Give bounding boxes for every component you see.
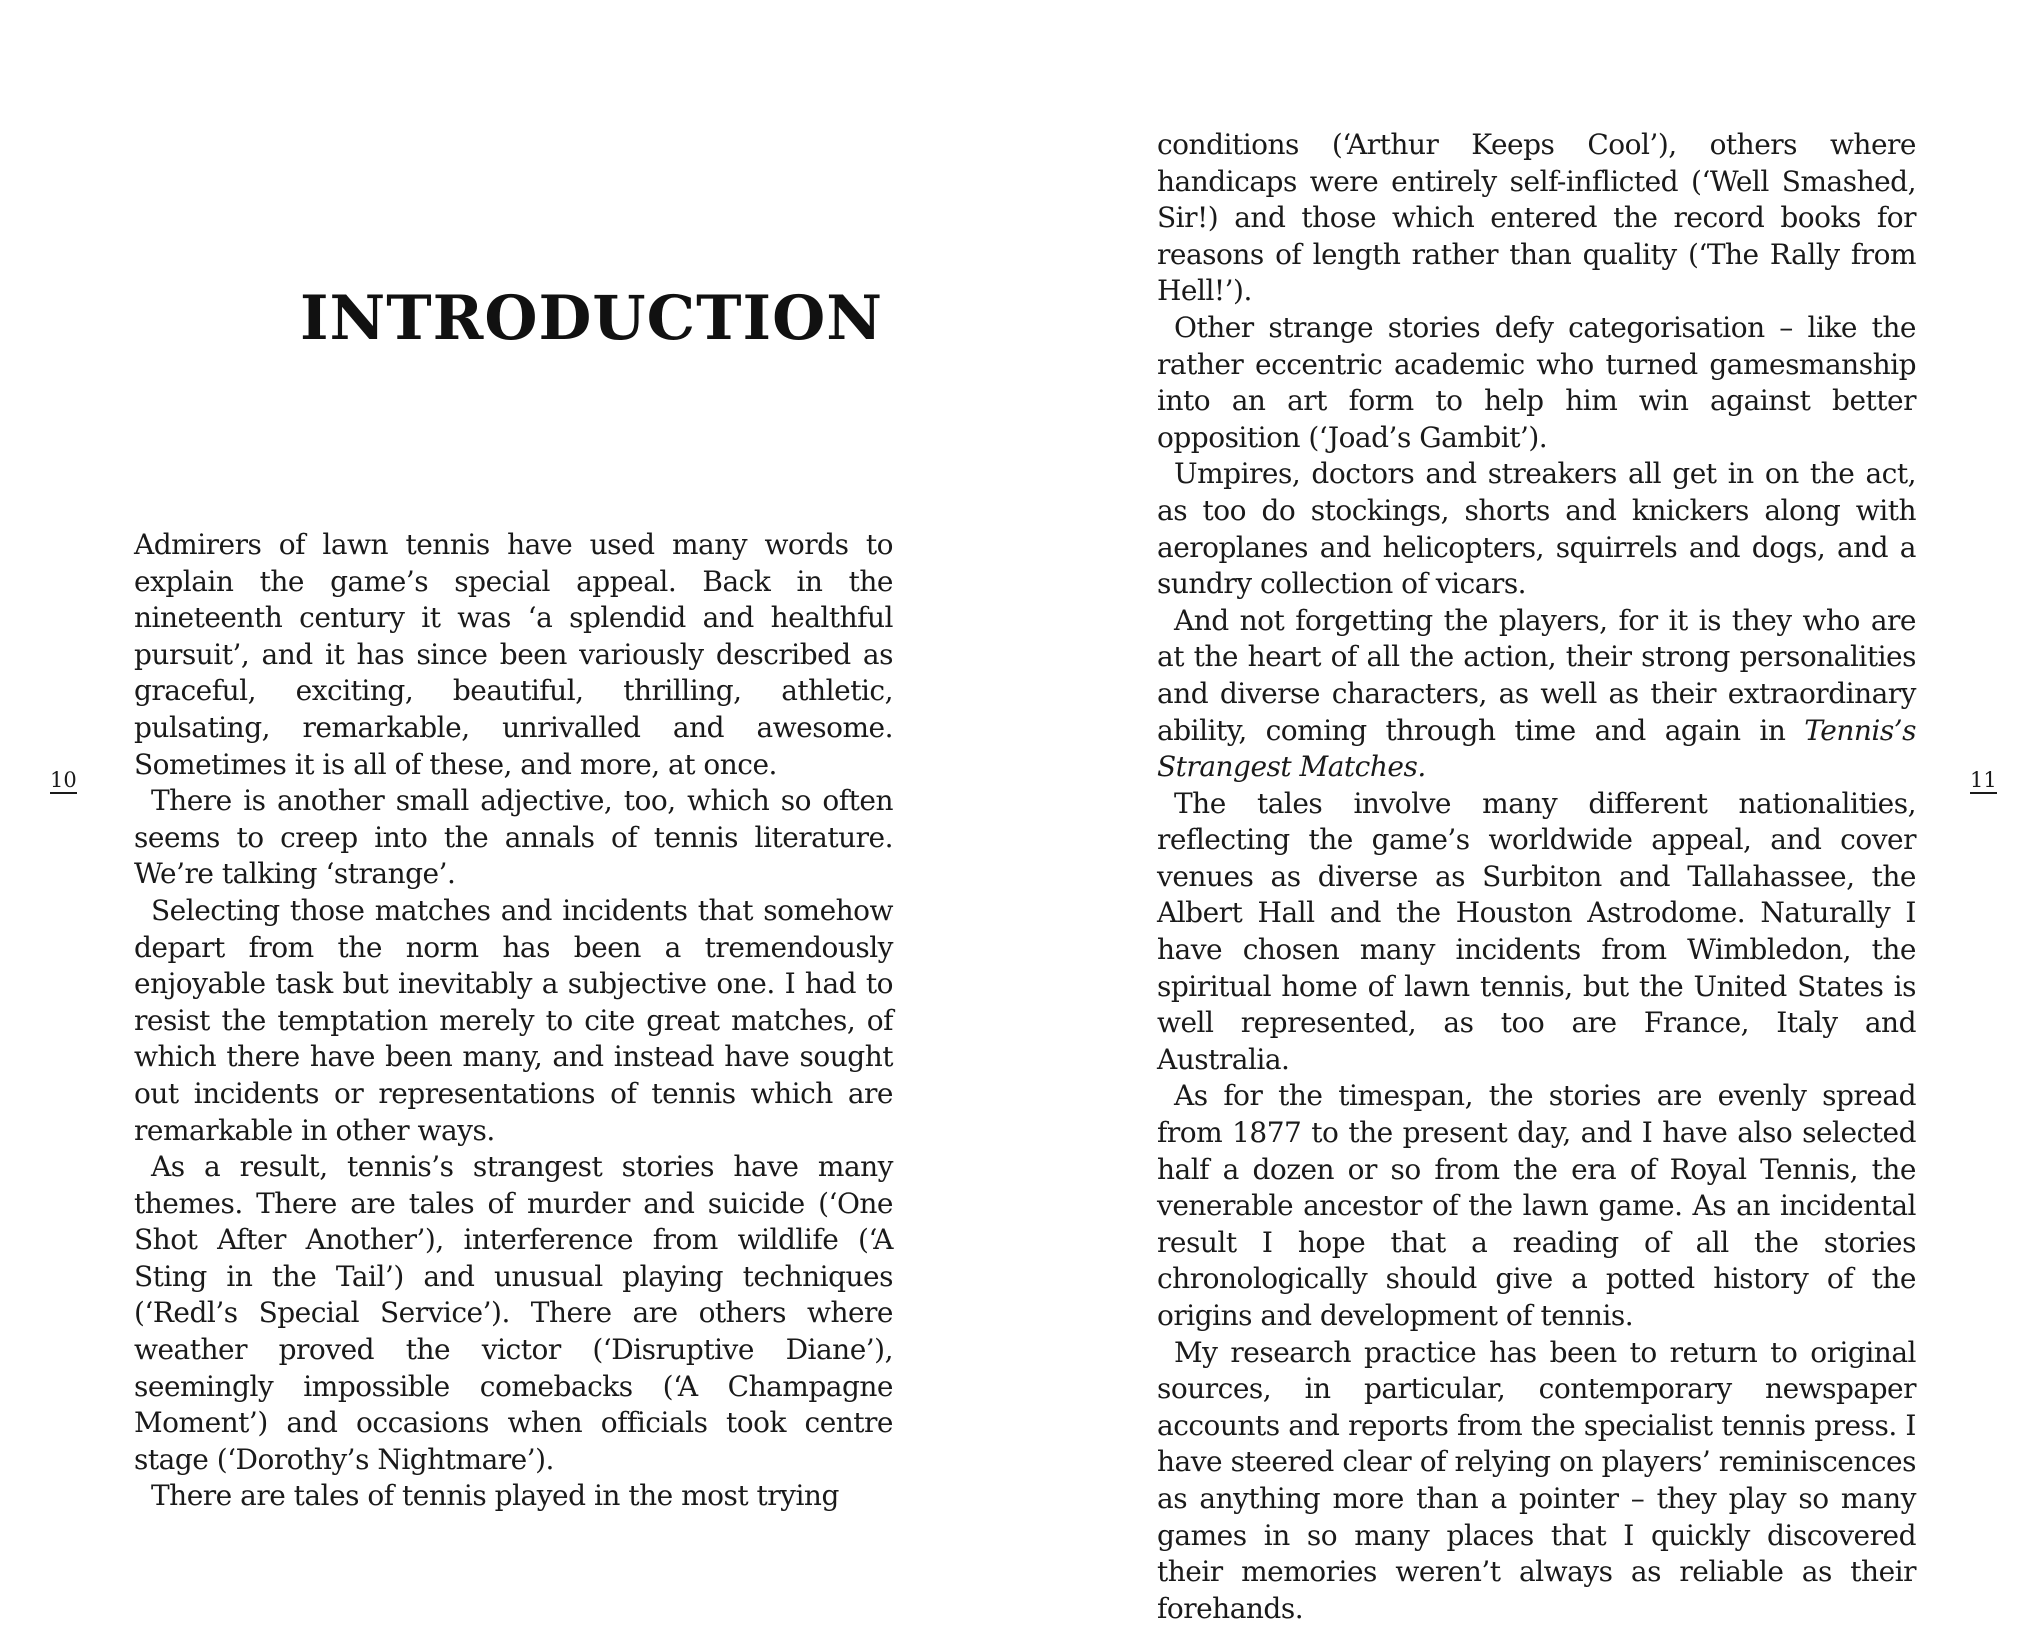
page-number-right: 11 (1970, 768, 1997, 792)
paragraph-continued: conditions (‘Arthur Keeps Cool’), others where handicaps were entirely self-inflicted (‘Well Smashed, Sir!) and those which entered the record books for reasons of length rather than quality (‘The Rally from Hell!’). (1157, 128, 1916, 308)
paragraph: Other strange stories defy categorisation – like the rather eccentric academic who turned gamesmanship into an art form to help him win against better opposition (‘Joad’s Gambit’). (1157, 310, 1916, 454)
right-text-column (1157, 127, 1916, 1627)
left-text-column (134, 527, 893, 1515)
book-title: Tennis’s Strangest Matches. (1157, 713, 1916, 784)
paragraph-text: And not forgetting the players, for it is they who are at the heart of all the action, their strong personalities and diverse characters, as well as their extraordinary ability, coming through time and again in (1157, 603, 1916, 747)
page-title: INTRODUCTION (300, 283, 883, 354)
paragraph (1157, 603, 1916, 786)
paragraph: Admirers of lawn tennis have used many words to explain the game’s special appeal. Back in the nineteenth century it was ‘a splendid and healthful pursuit’, and it has since been variously described as graceful, exciting, beautiful, thrilling, athletic, pulsating, remarkable, unrivalled and awesome. Sometimes it is all of these, and more, at once. (134, 528, 893, 781)
page-number-left: 10 (50, 768, 77, 792)
paragraph: The tales involve many different nationalities, reflecting the game’s worldwide appeal, and cover venues as diverse as Surbiton and Tallahassee, the Albert Hall and the Houston Astrodome. Naturally I have chosen many incidents from Wimbledon, the spiritual home of lawn tennis, but the United States is well represented, as too are France, Italy and Australia. (1157, 786, 1916, 1076)
paragraph: There are tales of tennis played in the most trying (151, 1479, 839, 1513)
paragraph: My research practice has been to return to original sources, in particular, contemporary newspaper accounts and reports from the specialist tennis press. I have steered clear of relying on players’ reminiscences as anything more than a pointer – they play so many games in so many places that I quickly discovered their memories weren’t always as reliable as their forehands. (1157, 1335, 1916, 1625)
paragraph: As for the timespan, the stories are evenly spread from 1877 to the present day, and I have also selected half a dozen or so from the era of Royal Tennis, the venerable ancestor of the lawn game. As an incidental result I hope that a reading of all the stories chronologically should give a potted history of the origins and development of tennis. (1157, 1079, 1916, 1332)
paragraph: Selecting those matches and incidents that somehow depart from the norm has been a tremendously enjoyable task but inevitably a subjective one. I had to resist the temptation merely to cite great matches, of which there have been many, and instead have sought out incidents or representations of tennis which are remarkable in other ways. (134, 893, 893, 1147)
paragraph: There is another small adjective, too, which so often seems to creep into the annals of tennis literature. We’re talking ‘strange’. (134, 784, 893, 891)
paragraph: As a result, tennis’s strangest stories have many themes. There are tales of murder and suicide (‘One Shot After Another’), interference from wildlife (‘A Sting in the Tail’) and unusual playing techniques (‘Redl’s Special Service’). There are others where weather proved the victor (‘Disruptive Diane’), seemingly impossible comebacks (‘A Champagne Moment’) and occasions when officials took centre stage (‘Dorothy’s Nightmare’). (134, 1150, 893, 1476)
paragraph: Umpires, doctors and streakers all get in on the act, as too do stockings, shorts and knickers along with aeroplanes and helicopters, squirrels and dogs, and a sundry collection of vicars. (1157, 457, 1916, 601)
